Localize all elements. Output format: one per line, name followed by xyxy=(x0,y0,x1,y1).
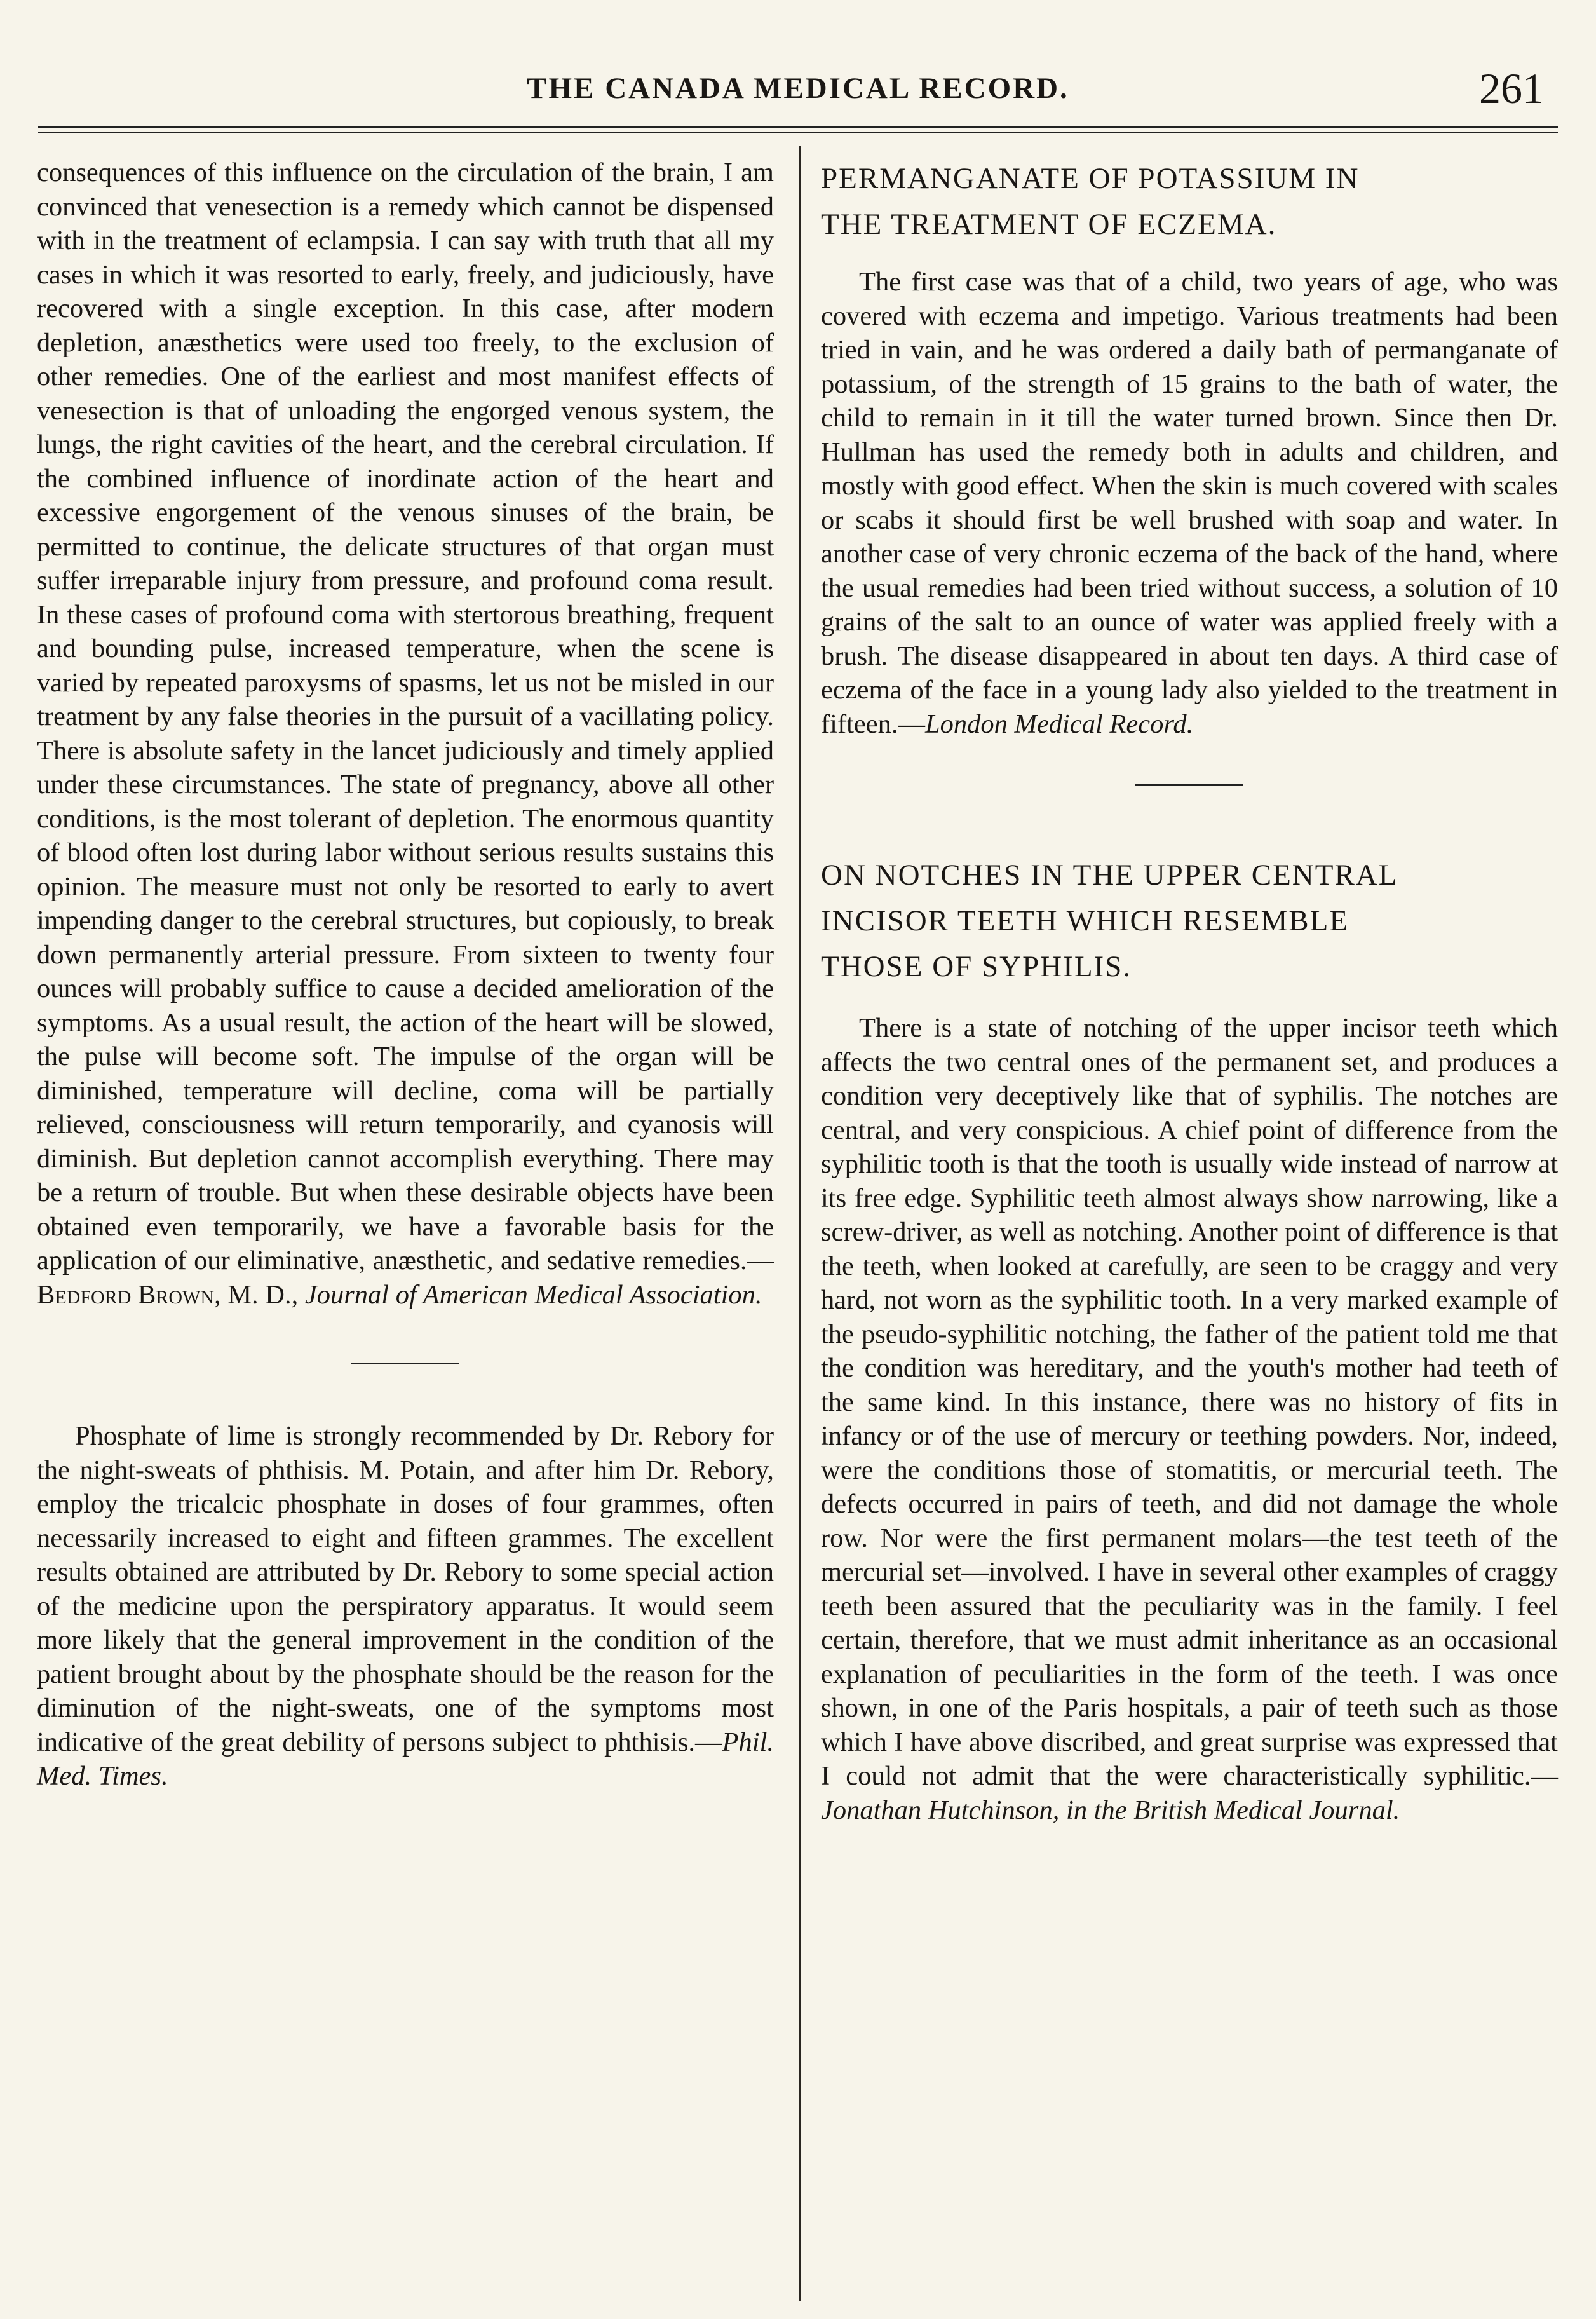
eczema-title-line-1: PERMANGANATE OF POTASSIUM IN xyxy=(821,162,1360,195)
eczema-body xyxy=(821,265,1558,741)
eczema-title-line-2: THE TREATMENT OF ECZEMA. xyxy=(821,208,1277,241)
incisor-article xyxy=(821,852,1558,1827)
incisor-text: There is a state of notching of the upper incisor teeth which affects the two central ones of the permanent set, and produces a condition very deceptively like that of syphilis. The notches are central, and very conspicious. A chief point of difference from the syphilitic tooth is that the tooth is usually wide instead of narrow at its free edge. Syphilitic teeth almost always show narrowing, like a screw-driver, as well as notching. Another point of difference is that the teeth, when looked at carefully, are seen to be craggy and very hard, not worn as the syphilitic tooth. In a very marked example of the pseudo-syphilitic notching, the father of the patient told me that the condition was hereditary, and the youth's mother had teeth of the same kind. In this instance, there was no history of fits in infancy or of the use of mercury or teething powders. Nor, indeed, were the conditions those of stomatitis, or mercurial teeth. The defects occurred in pairs of teeth, and did not damage the whole row. Nor were the first permanent molars—the test teeth of the mercurial set—involved. I have in several other examples of craggy teeth been assured that the peculiarity was in the family. I feel certain, therefore, that we must admit inheritance as an occasional explanation of peculiarities in the form of the teeth. I was once shown, in one of the Paris hospitals, a pair of teeth such as those which I have above discribed, and great surprise was expressed that I could not admit that the were characteristically syphilitic.— xyxy=(821,1013,1558,1791)
phosphate-source: Phil. Med. Times. xyxy=(37,1727,774,1791)
running-header xyxy=(38,38,1558,133)
journal-title: THE CANADA MEDICAL RECORD. xyxy=(527,72,1069,105)
eclampsia-text: consequences of this influence on the circulation of the brain, I am convinced that venesection is a remedy which cannot be dispensed with in the treatment of eclampsia. I can say with truth that all my cases in which it was resorted to early, freely, and judiciously, have recovered with a single exception. In this case, after modern depletion, anæsthetics were used too freely, to the exclusion of other remedies. One of the earliest and most manifest effects of venesection is that of unloading the engorged venous system, the lungs, the right cavities of the heart, and the cerebral circulation. If the combined influence of inordinate action of the heart and excessive engorgement of the venous sinuses of the brain, be permitted to continue, the delicate structures of that organ must suffer irreparable injury from pressure, and profound coma result. In these cases of profound coma with stertorous breathing, frequent and bounding pulse, increased temperature, when the scene is varied by repeated paroxysms of spasms, let us not be misled in our treatment by any false theories in the pursuit of a vacillating policy. There is absolute safety in the lancet judiciously and timely applied under these circumstances. The state of pregnancy, above all other conditions, is the most tolerant of depletion. The enormous quantity of blood often lost during labor without serious results sustains this opinion. The measure must not only be resorted to early to avert impending danger to the cerebral structures, but copiously, to break down permanently arterial pressure. From sixteen to twenty four ounces will probably suffice to cause a decided amelioration of the symptoms. As a usual result, the action of the heart will be slowed, the pulse will become soft. The impulse of the organ will be diminished, temperature will decline, coma will be partially relieved, consciousness will return temporarily, and cyanosis will diminish. But depletion cannot accomplish everything. There may be a return of trouble. But when these desirable objects have been obtained even temporarily, we have a favorable basis for the application of our eliminative, anæsthetic, and sedative remedies.— xyxy=(37,158,774,1275)
incisor-title-line-3: THOSE OF SYPHILIS. xyxy=(821,950,1132,983)
eczema-text: The first case was that of a child, two years of age, who was covered with eczema and impetigo. Various treatments had been tried in vain, and he was ordered a daily bath of permanganate of potassium, of the strength of 15 grains to the bath of water, the child to remain in it till the water turned brown. Since then Dr. Hullman has used the remedy both in adults and children, and mostly with good effect. When the skin is much covered with scales or scabs it should first be well brushed with soap and water. In another case of very chronic eczema of the back of the hand, where the usual remedies had been tried without success, a solution of 10 grains of the salt to an ounce of water was applied freely with a brush. The disease disappeared in about ten days. A third case of eczema of the face in a young lady also yielded to the treatment in fifteen.— xyxy=(821,267,1558,739)
incisor-body xyxy=(821,1011,1558,1827)
incisor-title-line-2: INCISOR TEETH WHICH RESEMBLE xyxy=(821,904,1349,937)
phosphate-text: Phosphate of lime is strongly recommended by Dr. Rebory for the night-sweats of phthisis. M. Potain, and after him Dr. Rebory, employ the tricalcic phosphate in doses of four grammes, often necessarily increased to eight and fifteen grammes. The excellent results obtained are attributed by Dr. Rebory to some special action of the medicine upon the perspiratory apparatus. It would seem more likely that the general improvement in the condition of the patient brought about by the phosphate should be the reason for the diminution of the night-sweats, one of the symptoms most indicative of the great debility of persons subject to phthisis.— xyxy=(37,1421,774,1757)
header-rule xyxy=(38,126,1558,128)
eclampsia-paragraph xyxy=(37,156,774,1312)
phosphate-paragraph xyxy=(37,1419,774,1793)
eczema-article xyxy=(821,156,1558,741)
left-column xyxy=(37,156,774,1793)
header-rule-thin xyxy=(38,132,1558,133)
page-number: 261 xyxy=(1479,64,1544,112)
eczema-source: London Medical Record. xyxy=(925,709,1194,739)
eclampsia-source: Journal of American Medical Association. xyxy=(304,1279,762,1310)
eclampsia-author: Bedford Brown, M. D., xyxy=(37,1279,299,1310)
incisor-source: Jonathan Hutchinson, in the British Medical Journal. xyxy=(821,1795,1400,1825)
right-column xyxy=(821,156,1558,1827)
column-divider xyxy=(799,146,801,2301)
incisor-title-line-1: ON NOTCHES IN THE UPPER CENTRAL xyxy=(821,859,1398,892)
